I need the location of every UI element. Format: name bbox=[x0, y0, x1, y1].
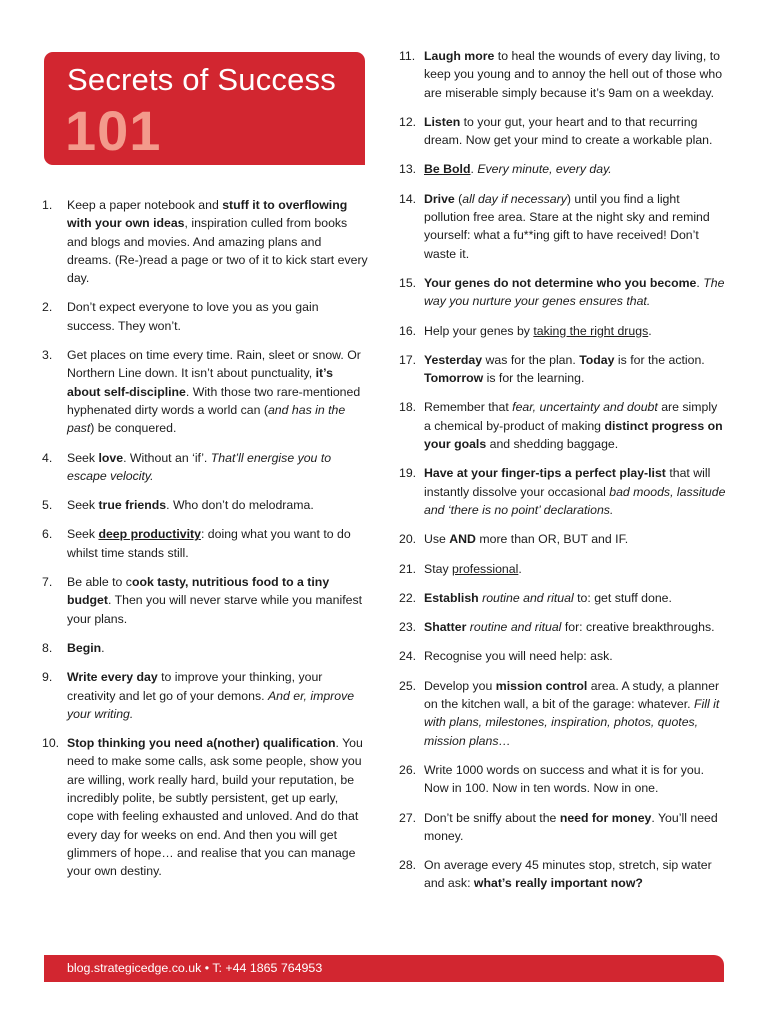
item-text: is for the learning. bbox=[483, 371, 585, 386]
item-text: Help your genes by bbox=[424, 323, 534, 338]
item-text: to: get stuff done. bbox=[573, 590, 672, 605]
item-text: . Who don’t do melodrama. bbox=[166, 498, 314, 513]
item-text: Develop you bbox=[424, 678, 496, 693]
item-text: The way you nurture your genes ensures that. bbox=[424, 275, 725, 309]
item-text: Write 1000 words on success and what it is for you. Now in 100. Now in ten words. Now in one. bbox=[424, 762, 705, 796]
item-number: 20. bbox=[399, 532, 417, 547]
item-text: Have at your finger-tips a perfect play-list bbox=[424, 466, 666, 481]
item-text: bad moods, lassitude and ‘there is no point’ declarations. bbox=[424, 484, 726, 517]
item-text: mission control bbox=[495, 678, 588, 693]
list-item bbox=[42, 346, 368, 437]
list-item bbox=[399, 274, 727, 311]
item-text: Drive bbox=[424, 191, 455, 206]
item-text: Stay bbox=[424, 561, 453, 576]
item-text: was for the plan. bbox=[482, 352, 580, 367]
item-text: Tomorrow bbox=[424, 371, 484, 386]
item-text: true friends bbox=[98, 498, 167, 513]
title-banner bbox=[44, 52, 365, 165]
item-text: it’s about self-discipline bbox=[67, 366, 333, 399]
item-number: 5. bbox=[42, 498, 53, 513]
list-item bbox=[42, 449, 368, 486]
item-number: 13. bbox=[399, 162, 417, 177]
item-text: is for the action. bbox=[614, 352, 705, 367]
item-text: need for money bbox=[559, 810, 652, 825]
item-text: Today bbox=[579, 352, 615, 367]
list-item bbox=[399, 560, 727, 578]
list-item bbox=[399, 190, 727, 263]
list-item bbox=[399, 464, 727, 519]
item-text: . You’ll need money. bbox=[424, 810, 718, 843]
item-text: Be Bold bbox=[424, 162, 471, 177]
item-text: to improve your thinking, your creativity and let go of your demons. bbox=[67, 670, 323, 703]
item-text: . bbox=[518, 561, 522, 576]
list-item bbox=[42, 298, 368, 335]
item-text: Seek bbox=[67, 498, 99, 513]
item-number: 3. bbox=[42, 348, 53, 363]
item-text: to your gut, your heart and to that recurring dream. Now get your mind to create a workable plan. bbox=[424, 114, 713, 148]
item-text: area. A study, a planner on the kitchen wall, a bit of the garage: whatever. bbox=[424, 678, 720, 712]
item-text: ) until you find a light pollution free area. Stare at the night sky and remind yourself: what a fu**ing gift to have received! Don’t waste it. bbox=[424, 191, 710, 261]
list-item bbox=[42, 573, 368, 628]
item-number: 27. bbox=[399, 810, 417, 825]
item-number: 21. bbox=[399, 561, 417, 576]
list-item bbox=[42, 668, 368, 723]
footer-contact: blog.strategicedge.co.uk • T: +44 1865 764953 bbox=[44, 955, 724, 982]
item-text: Be able to c bbox=[67, 575, 132, 590]
item-text: Write every day bbox=[67, 670, 158, 685]
item-text: Keep a paper notebook and bbox=[67, 198, 223, 212]
item-text: routine and ritual bbox=[482, 590, 574, 605]
item-text: all day if necessary bbox=[462, 191, 567, 206]
item-text: . bbox=[696, 275, 704, 290]
item-number: 1. bbox=[42, 198, 53, 212]
item-text: and has in the past bbox=[67, 402, 346, 436]
item-text: Laugh more bbox=[424, 49, 495, 63]
item-text: Fill it with plans, milestones, inspiration, photos, quotes, mission plans… bbox=[424, 697, 720, 748]
item-text: . bbox=[648, 323, 652, 338]
item-number: 22. bbox=[399, 590, 417, 605]
item-text: , inspiration culled from books and blogs and movies. And amazing plans and dreams. (Re-)read a page or two of it to kick start every day. bbox=[67, 216, 368, 286]
item-number: 28. bbox=[399, 858, 417, 873]
item-number: 9. bbox=[42, 670, 53, 685]
item-text: Recognise you will need help: ask. bbox=[424, 649, 613, 664]
item-number: 2. bbox=[42, 300, 53, 315]
item-text: Don’t expect everyone to love you as you gain success. They won’t. bbox=[67, 300, 319, 333]
secrets-list-left bbox=[42, 196, 368, 892]
item-number: 26. bbox=[399, 762, 417, 777]
list-item bbox=[399, 809, 727, 846]
list-item bbox=[399, 398, 727, 453]
item-text: for: creative breakthroughs. bbox=[561, 620, 715, 635]
item-text: That’ll energise you to escape velocity. bbox=[67, 450, 332, 483]
item-text: And er, improve your writing. bbox=[67, 688, 355, 721]
item-text: Your genes do not determine who you become bbox=[424, 275, 697, 290]
item-text: Shatter bbox=[424, 620, 467, 635]
item-text: Begin bbox=[67, 640, 102, 655]
item-text: fear, uncertainty and doubt bbox=[512, 400, 658, 415]
item-text: AND bbox=[449, 532, 476, 547]
item-text: Listen bbox=[424, 114, 461, 129]
item-text: On average every 45 minutes stop, stretch, sip water and ask: bbox=[424, 858, 712, 891]
item-text: that will instantly dissolve your occasional bbox=[424, 466, 711, 499]
list-item bbox=[42, 525, 368, 562]
list-item bbox=[399, 113, 727, 150]
item-text: Get places on time every time. Rain, sleet or snow. Or Northern Line down. It isn’t about punctuality, bbox=[67, 348, 361, 381]
item-number: 24. bbox=[399, 649, 417, 664]
item-text: stuff it to overflowing with your own ideas bbox=[67, 198, 348, 231]
item-number: 15. bbox=[399, 275, 417, 290]
item-number: 6. bbox=[42, 527, 53, 542]
list-item bbox=[399, 761, 727, 798]
item-text: . You need to make some calls, ask some people, show you are willing, work really hard, build your reputation, be incredibly polite, be subtly persistent, get up early, cope with feeling exhausted and unloved. And do that every day for weeks on end. And then you will get glimmers of hope… and realise that you can manage your own destiny. bbox=[67, 736, 363, 879]
item-number: 12. bbox=[399, 114, 417, 129]
list-item bbox=[399, 618, 727, 636]
item-text: are simply a chemical by-product of making bbox=[424, 400, 718, 433]
secrets-list-right bbox=[399, 47, 727, 904]
item-text: more than OR, BUT and IF. bbox=[475, 532, 629, 547]
item-text: distinct progress on your goals bbox=[424, 418, 723, 452]
list-item bbox=[399, 322, 727, 340]
item-text: Seek bbox=[67, 527, 99, 542]
item-number: 4. bbox=[42, 450, 53, 465]
item-text: ook tasty, nutritious food to a tiny budget bbox=[67, 575, 330, 608]
item-text: Every minute, every day. bbox=[477, 162, 612, 177]
item-text: Yesterday bbox=[424, 352, 483, 367]
item-number: 19. bbox=[399, 466, 417, 481]
item-text: Stop thinking you need a(nother) qualification bbox=[67, 736, 336, 751]
list-item bbox=[42, 496, 368, 514]
title-number: 101 bbox=[65, 99, 162, 162]
item-text: . Without an ‘if’. bbox=[123, 450, 211, 465]
list-item bbox=[399, 530, 727, 548]
list-item bbox=[399, 351, 727, 388]
page-title: Secrets of Success bbox=[67, 62, 336, 97]
item-text: Don’t be sniffy about the bbox=[424, 810, 560, 825]
list-item bbox=[399, 856, 727, 893]
item-text: Establish bbox=[424, 590, 479, 605]
item-text: ) be conquered. bbox=[90, 421, 177, 436]
list-item bbox=[399, 677, 727, 750]
item-text: . bbox=[470, 162, 478, 177]
item-text: . With those two rare-mentioned hyphenated dirty words a world can ( bbox=[67, 384, 361, 417]
list-item bbox=[399, 647, 727, 665]
item-number: 18. bbox=[399, 400, 417, 415]
item-text: : doing what you want to do whilst time stands still. bbox=[67, 527, 351, 560]
list-item bbox=[399, 160, 727, 178]
item-text: Use bbox=[424, 532, 450, 547]
item-number: 8. bbox=[42, 640, 53, 655]
item-text: deep productivity bbox=[98, 527, 201, 542]
item-number: 23. bbox=[399, 620, 417, 635]
item-text: . bbox=[101, 640, 105, 655]
item-text: Remember that bbox=[424, 400, 513, 415]
item-number: 17. bbox=[399, 352, 417, 367]
item-number: 14. bbox=[399, 191, 417, 206]
item-text: routine and ritual bbox=[469, 620, 562, 635]
list-item bbox=[399, 589, 727, 607]
list-item bbox=[42, 639, 368, 657]
item-text: . Then you will never starve while you manifest your plans. bbox=[67, 593, 363, 626]
item-text: ( bbox=[454, 191, 463, 206]
item-text: taking the right drugs bbox=[533, 323, 649, 338]
list-item bbox=[42, 734, 368, 880]
item-text: and shedding baggage. bbox=[486, 437, 619, 452]
item-text: love bbox=[98, 450, 124, 465]
item-number: 11. bbox=[399, 49, 416, 63]
item-number: 25. bbox=[399, 678, 417, 693]
item-text: what’s really important now? bbox=[473, 876, 643, 891]
item-text: professional bbox=[452, 561, 519, 576]
list-item bbox=[42, 196, 368, 287]
list-item bbox=[399, 47, 727, 102]
item-text: Seek bbox=[67, 450, 99, 465]
item-number: 16. bbox=[399, 323, 417, 338]
item-number: 7. bbox=[42, 575, 53, 590]
item-number: 10. bbox=[42, 736, 60, 751]
item-text: to heal the wounds of every day living, to keep you young and to annoy the hell out of those who are miserable simply because it’s 9am on a weekday. bbox=[424, 49, 723, 100]
